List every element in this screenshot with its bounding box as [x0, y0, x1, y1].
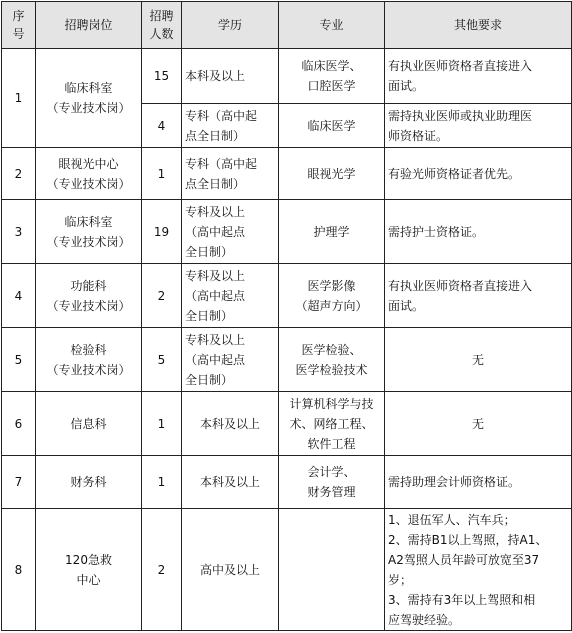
cell-seq: 2: [2, 148, 36, 200]
cell-major: 临床医学、 口腔医学: [279, 49, 385, 104]
header-seq: 序 号: [2, 2, 36, 49]
cell-seq: 3: [2, 200, 36, 264]
cell-education: 本科及以上: [182, 456, 279, 509]
cell-seq: 8: [2, 509, 36, 631]
cell-other: 1、退伍军人、汽车兵； 2、需持B1以上驾照，持A1、 A2驾照人员年龄可放宽至37 岁； 3、需持有3年以上驾照和相 应驾驶经验。: [385, 509, 572, 631]
cell-major: 计算机科学与技 术、网络工程、 软件工程: [279, 392, 385, 456]
cell-other: 有验光师资格证者优先。: [385, 148, 572, 200]
cell-count: 15: [142, 49, 182, 104]
cell-major: 医学影像 （超声方向）: [279, 264, 385, 328]
cell-education: 高中及以上: [182, 509, 279, 631]
table-row: [2, 392, 572, 456]
cell-major: 临床医学: [279, 104, 385, 148]
table-row: [2, 328, 572, 392]
header-count: 招聘 人数: [142, 2, 182, 49]
cell-education: 本科及以上: [182, 392, 279, 456]
cell-seq: 4: [2, 264, 36, 328]
cell-education: 专科（高中起 点全日制）: [182, 148, 279, 200]
cell-seq: 7: [2, 456, 36, 509]
cell-major: 医学检验、 医学检验技术: [279, 328, 385, 392]
header-education: 学历: [182, 2, 279, 49]
cell-education: 专科及以上 （高中起点 全日制）: [182, 200, 279, 264]
table-row: [2, 200, 572, 264]
header-post: 招聘岗位: [36, 2, 142, 49]
cell-count: 19: [142, 200, 182, 264]
header-row: [2, 2, 572, 49]
cell-major: [279, 509, 385, 631]
cell-count: 1: [142, 456, 182, 509]
recruitment-table: [1, 1, 572, 631]
cell-other: 有执业医师资格者直接进入 面试。: [385, 49, 572, 104]
header-other-requirements: 其他要求: [385, 2, 572, 49]
cell-education: 专科（高中起 点全日制）: [182, 104, 279, 148]
cell-count: 2: [142, 264, 182, 328]
cell-count: 2: [142, 509, 182, 631]
table-row: [2, 148, 572, 200]
cell-count: 1: [142, 148, 182, 200]
cell-education: 本科及以上: [182, 49, 279, 104]
cell-post: 临床科室 （专业技术岗）: [36, 49, 142, 148]
cell-post: 功能科 （专业技术岗）: [36, 264, 142, 328]
cell-major: 眼视光学: [279, 148, 385, 200]
cell-count: 1: [142, 392, 182, 456]
cell-post: 信息科: [36, 392, 142, 456]
table-row: [2, 264, 572, 328]
cell-major: 护理学: [279, 200, 385, 264]
cell-seq: 6: [2, 392, 36, 456]
cell-other: 无: [385, 392, 572, 456]
cell-other: 需持护士资格证。: [385, 200, 572, 264]
cell-post: 眼视光中心 （专业技术岗）: [36, 148, 142, 200]
header-major: 专业: [279, 2, 385, 49]
cell-seq: 5: [2, 328, 36, 392]
cell-post: 财务科: [36, 456, 142, 509]
cell-other: 需持执业医师或执业助理医 师资格证。: [385, 104, 572, 148]
cell-count: 5: [142, 328, 182, 392]
cell-post: 检验科 （专业技术岗）: [36, 328, 142, 392]
cell-other: 无: [385, 328, 572, 392]
cell-seq: 1: [2, 49, 36, 148]
cell-post: 临床科室 （专业技术岗）: [36, 200, 142, 264]
table-row: [2, 456, 572, 509]
cell-education: 专科及以上 （高中起点 全日制）: [182, 328, 279, 392]
cell-education: 专科及以上 （高中起点 全日制）: [182, 264, 279, 328]
cell-other: 有执业医师资格者直接进入 面试。: [385, 264, 572, 328]
cell-post: 120急救 中心: [36, 509, 142, 631]
cell-count: 4: [142, 104, 182, 148]
cell-major: 会计学、 财务管理: [279, 456, 385, 509]
cell-other: 需持助理会计师资格证。: [385, 456, 572, 509]
table-row: [2, 509, 572, 631]
table-row: [2, 49, 572, 104]
